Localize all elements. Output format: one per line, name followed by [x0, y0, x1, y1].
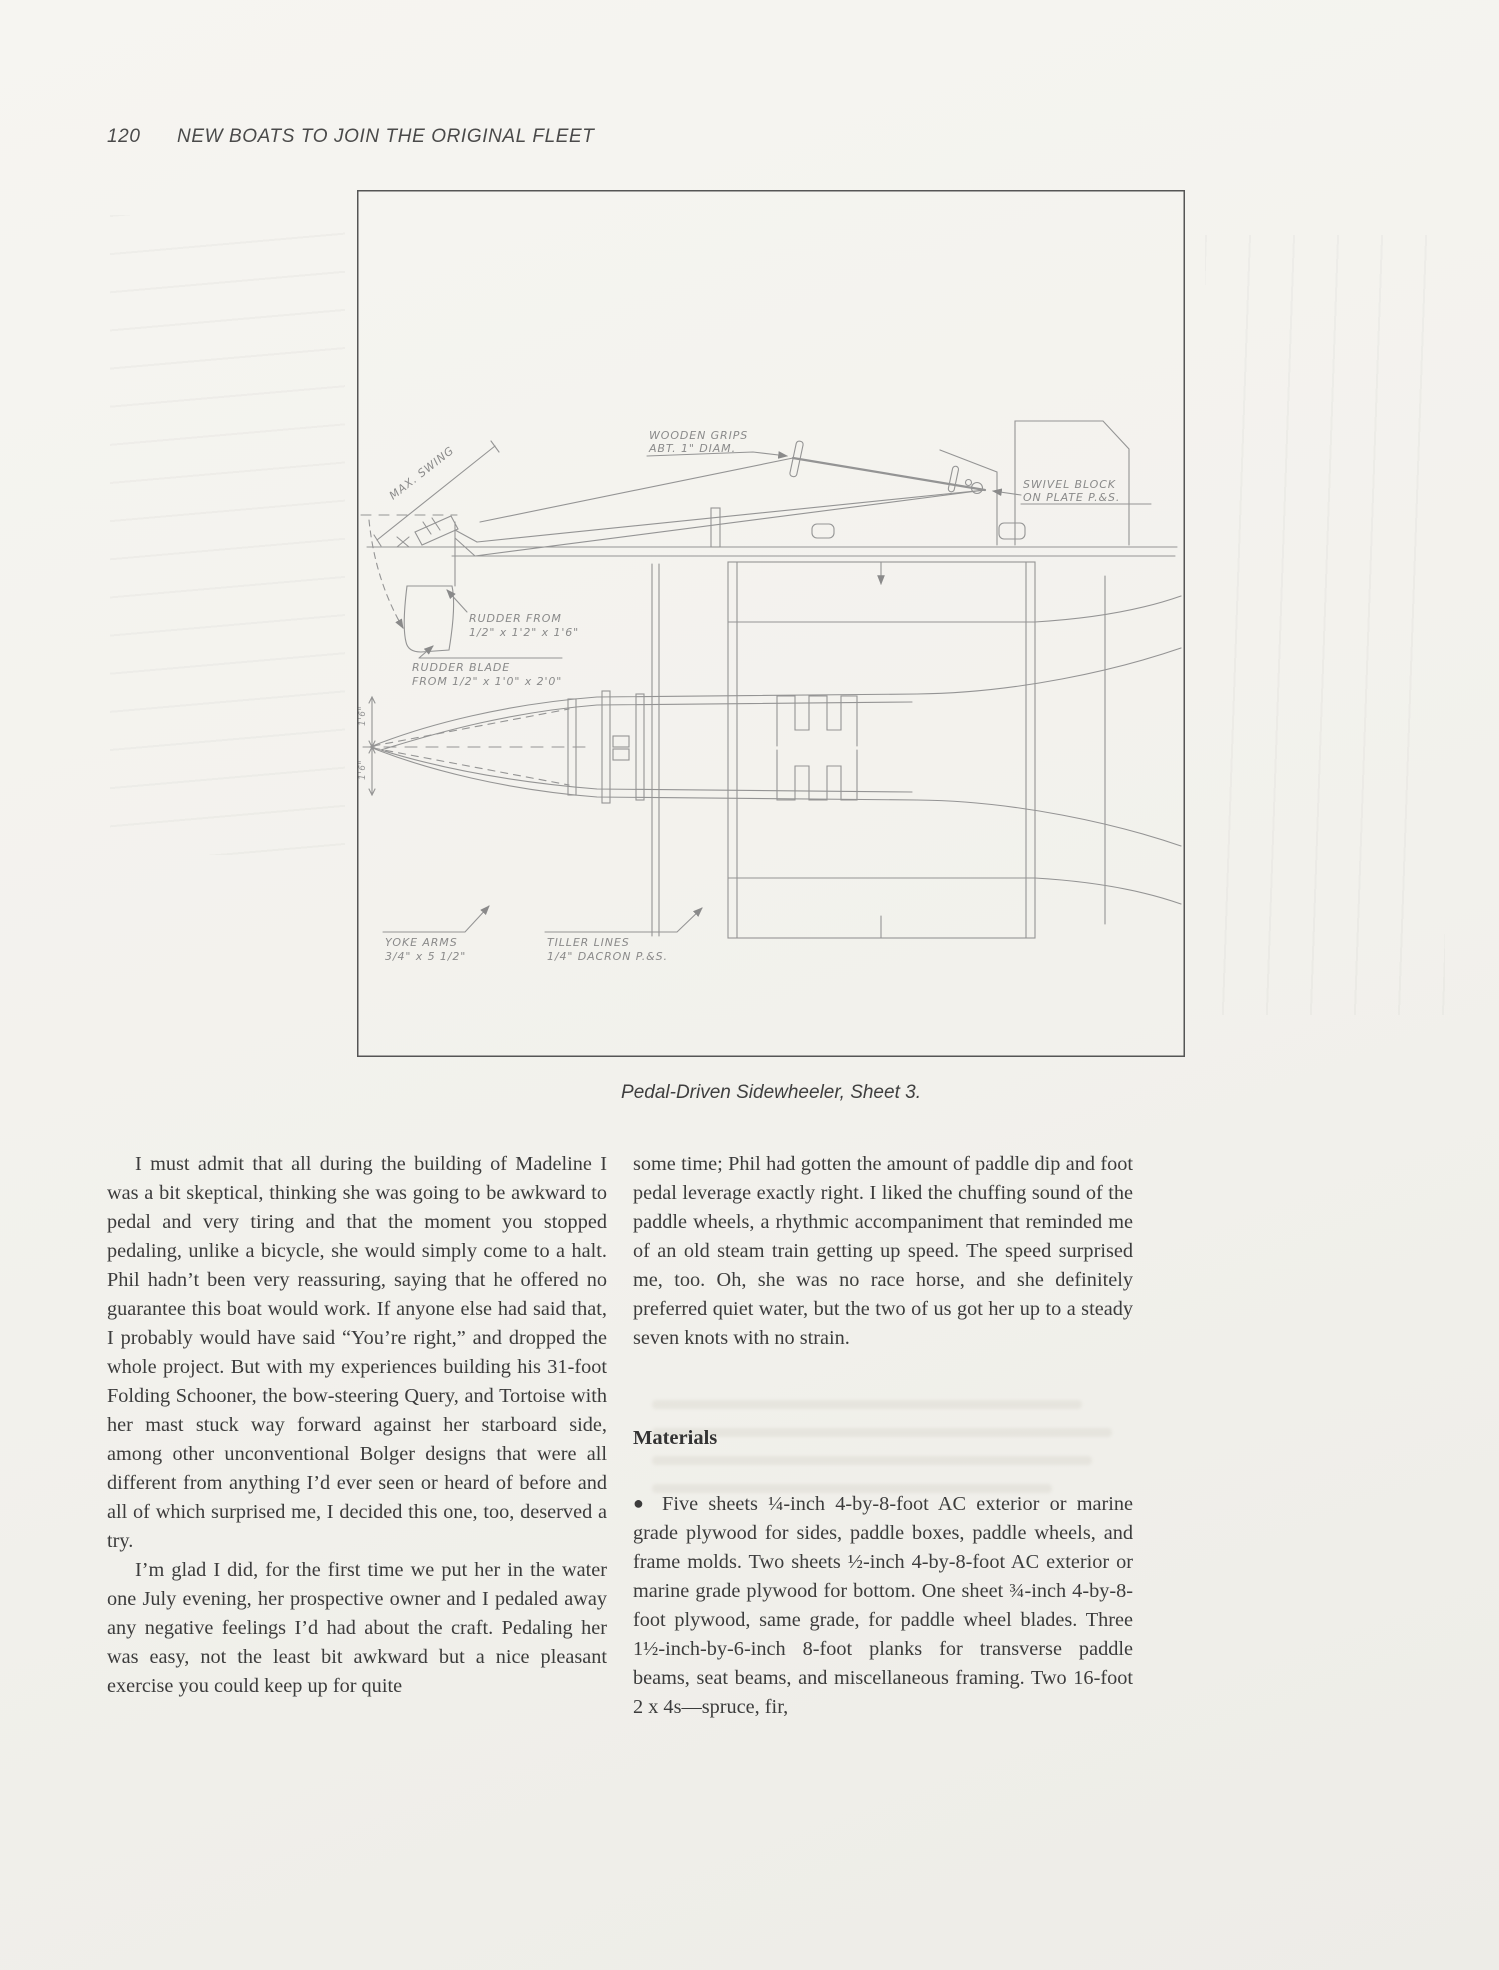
paragraph: I’m glad I did, for the first time we put her in the water one July evening, her prospective owner and I pedaled away any negative feelings I’d had about the craft. Pedaling her was easy, not the least bit awkward but a nice pleasant exercise you could keep up for quite	[107, 1559, 607, 1697]
materials-heading: Materials	[633, 1427, 718, 1449]
running-head	[107, 126, 1107, 148]
label-rudder-from: RUDDER FROM 1/2" x 1'2" x 1'6"	[469, 612, 580, 639]
sidewheeler-steering-drawing	[357, 190, 1185, 1057]
label-bow-dimension: 1'6"	[358, 705, 368, 726]
plan-figure	[357, 190, 1185, 1057]
running-head-title: NEW BOATS TO JOIN THE ORIGINAL FLEET	[177, 126, 595, 147]
paragraph: I must admit that all during the building of Madeline I was a bit skeptical, thinking she was going to be awkward to pedal and very tiring and that the moment you stopped pedaling, unlike a bicycle, she would simply come to a halt. Phil hadn’t been very reassuring, saying that he offered no guarantee this boat would work. If anyone else had said that, I probably would have said “You’re right,” and dropped the whole project. But with my experiences building his 31-foot Folding Schooner, the bow-steering Query, and Tortoise with her mast stuck way forward against her starboard side, among other unconventional Bolger designs that were all different from anything I’d ever seen or heard of before and all of which surprised me, I decided this one, too, deserved a try.	[107, 1153, 607, 1552]
paragraph: some time; Phil had gotten the amount of paddle dip and foot pedal leverage exactly right. I liked the chuffing sound of the paddle wheels, a rhythmic accompaniment that reminded me of an old steam train getting up speed. The speed surprised me, too. Oh, she was no race horse, and she definitely preferred quiet water, but the two of us got her up to a steady seven knots with no strain.	[633, 1153, 1133, 1349]
bleed-through-ghost	[1205, 235, 1445, 1015]
label-bow-dimension: 1'6"	[358, 759, 368, 780]
bullet-icon: ●	[633, 1493, 650, 1513]
materials-bullet-text: Five sheets ¼-inch 4-by-8-foot AC exterior or marine grade plywood for sides, paddle boxes, paddle wheels, and frame molds. Two sheets ½-inch 4-by-8-foot AC exterior or marine grade plywood for bottom. One sheet ¾-inch 4-by-8-foot plywood, same grade, for paddle wheel blades. Three 1½-inch-by-6-inch 8-foot planks for transverse paddle beams, seat beams, and miscellaneous framing. Two 16-foot 2 x 4s—spruce, fir,	[633, 1493, 1134, 1718]
bleed-through-ghost	[110, 215, 345, 855]
label-tiller-lines: TILLER LINES 1/4" DACRON P.&S.	[547, 936, 668, 963]
label-swivel-block: SWIVEL BLOCK ON PLATE P.&S.	[1023, 478, 1121, 504]
label-yoke-arms: YOKE ARMS 3/4" x 5 1/2"	[385, 936, 467, 963]
body-text	[107, 1150, 1133, 1722]
figure-caption: Pedal-Driven Sidewheeler, Sheet 3.	[621, 1082, 921, 1103]
materials-bullet-item	[633, 1490, 1133, 1722]
label-wooden-grips: WOODEN GRIPS ABT. 1" DIAM.	[649, 429, 749, 455]
left-column	[107, 1150, 607, 1722]
page-number: 120	[107, 126, 141, 147]
right-column	[633, 1150, 1133, 1722]
label-max-swing: MAX. SWING	[386, 443, 457, 503]
label-rudder-blade: RUDDER BLADE FROM 1/2" x 1'0" x 2'0"	[412, 661, 563, 688]
